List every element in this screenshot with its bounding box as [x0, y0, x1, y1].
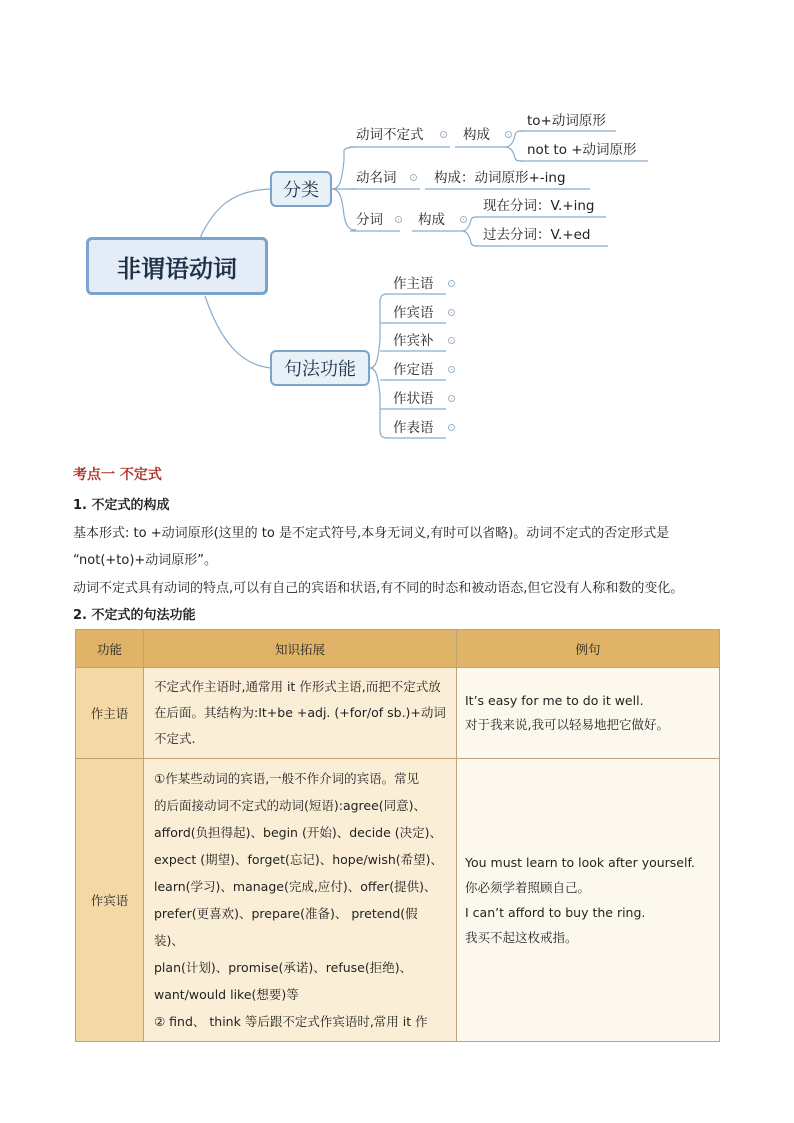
node-not-to-verb: not to +动词原形 [527, 142, 637, 158]
expand-dot-icon[interactable] [448, 309, 455, 316]
expand-dot-icon[interactable] [448, 280, 455, 287]
table-row [76, 668, 720, 759]
subheading-syntax-function: 2. 不定式的句法功能 [73, 608, 196, 623]
paragraph-features: 动词不定式具有动词的特点,可以有自己的宾语和状语,有不同的时态和被动语态,但它没有人称和数的变化。 [73, 581, 684, 596]
header-knowledge: 知识拓展 [144, 630, 457, 668]
knowledge-line: learn(学习)、manage(完成,应付)、offer(提供)、 [154, 879, 437, 894]
paragraph-negative-form: “not(+to)+动词原形”。 [73, 553, 218, 568]
collapse-dot-icon[interactable] [460, 216, 467, 223]
example-sentence-zh: 你必须学着照顾自己。 [465, 880, 591, 895]
node-participle-form: 构成 [418, 212, 445, 228]
header-function: 功能 [76, 630, 144, 668]
knowledge-line: ①作某些动词的宾语,一般不作介词的宾语。常见 [154, 771, 420, 786]
expand-dot-icon[interactable] [448, 395, 455, 402]
node-function-object: 作宾语 [393, 305, 434, 321]
node-function-object-complement: 作宾补 [393, 333, 434, 349]
node-function-attribute: 作定语 [393, 362, 434, 378]
knowledge-line: plan(计划)、promise(承诺)、refuse(拒绝)、 [154, 960, 413, 975]
node-function-subject: 作主语 [393, 276, 434, 292]
example-sentence-en: You must learn to look after yourself. [465, 855, 695, 870]
example-sentence-zh: 对于我来说,我可以轻易地把它做好。 [465, 717, 669, 732]
knowledge-line: afford(负担得起)、begin (开始)、decide (决定)、 [154, 825, 443, 840]
header-example: 例句 [457, 630, 720, 668]
expand-dot-icon[interactable] [448, 424, 455, 431]
table-header-row [76, 630, 720, 668]
knowledge-line: expect (期望)、forget(忘记)、hope/wish(希望)、 [154, 852, 444, 867]
node-present-participle: 现在分词：V.+ing [483, 198, 595, 214]
node-participle: 分词 [356, 212, 383, 228]
knowledge-line: ② find、 think 等后跟不定式作宾语时,常用 it 作 [154, 1014, 428, 1029]
example-sentence-en: I can’t afford to buy the ring. [465, 905, 646, 920]
section-title: 考点一 不定式 [73, 467, 162, 483]
knowledge-line: want/would like(想要)等 [154, 987, 299, 1002]
mind-map-root: 非谓语动词 [86, 237, 268, 295]
node-infinitive: 动词不定式 [356, 127, 424, 143]
function-table [75, 629, 720, 1042]
node-gerund: 动名词 [356, 170, 397, 186]
cell-example-object [457, 759, 720, 1042]
example-sentence-en: It’s easy for me to do it well. [465, 693, 644, 708]
knowledge-line: 的后面接动词不定式的动词(短语):agree(同意)、 [154, 798, 427, 813]
cell-knowledge-object [144, 759, 457, 1042]
cell-function-object: 作宾语 [76, 759, 144, 1042]
node-to-verb: to+动词原形 [527, 113, 606, 129]
collapse-dot-icon[interactable] [440, 131, 447, 138]
paragraph-basic-form: 基本形式: to +动词原形(这里的 to 是不定式符号,本身无词义,有时可以省略)。动词不定式的否定形式是 [73, 526, 670, 541]
knowledge-line: prefer(更喜欢)、prepare(准备)、 pretend(假装)、 [154, 906, 418, 948]
mind-map-branch-classification: 分类 [270, 171, 332, 207]
node-past-participle: 过去分词：V.+ed [483, 227, 591, 243]
collapse-dot-icon[interactable] [410, 174, 417, 181]
mind-map [0, 0, 794, 450]
node-function-adverbial: 作状语 [393, 391, 434, 407]
cell-knowledge-subject: 不定式作主语时,通常用 it 作形式主语,而把不定式放在后面。其结构为:It+be +adj. (+for/of sb.)+动词不定式. [144, 668, 457, 759]
node-infinitive-form: 构成 [463, 127, 490, 143]
table-row [76, 759, 720, 1042]
subheading-composition: 1. 不定式的构成 [73, 498, 170, 513]
mind-map-branch-syntax-function: 句法功能 [270, 350, 370, 386]
cell-function-subject: 作主语 [76, 668, 144, 759]
collapse-dot-icon[interactable] [505, 131, 512, 138]
node-function-predicative: 作表语 [393, 420, 434, 436]
mind-map-connectors [0, 0, 794, 450]
collapse-dot-icon[interactable] [395, 216, 402, 223]
expand-dot-icon[interactable] [448, 366, 455, 373]
expand-dot-icon[interactable] [448, 337, 455, 344]
cell-example-subject [457, 668, 720, 759]
node-gerund-form: 构成：动词原形+-ing [434, 170, 566, 186]
example-sentence-zh: 我买不起这枚戒指。 [465, 930, 578, 945]
